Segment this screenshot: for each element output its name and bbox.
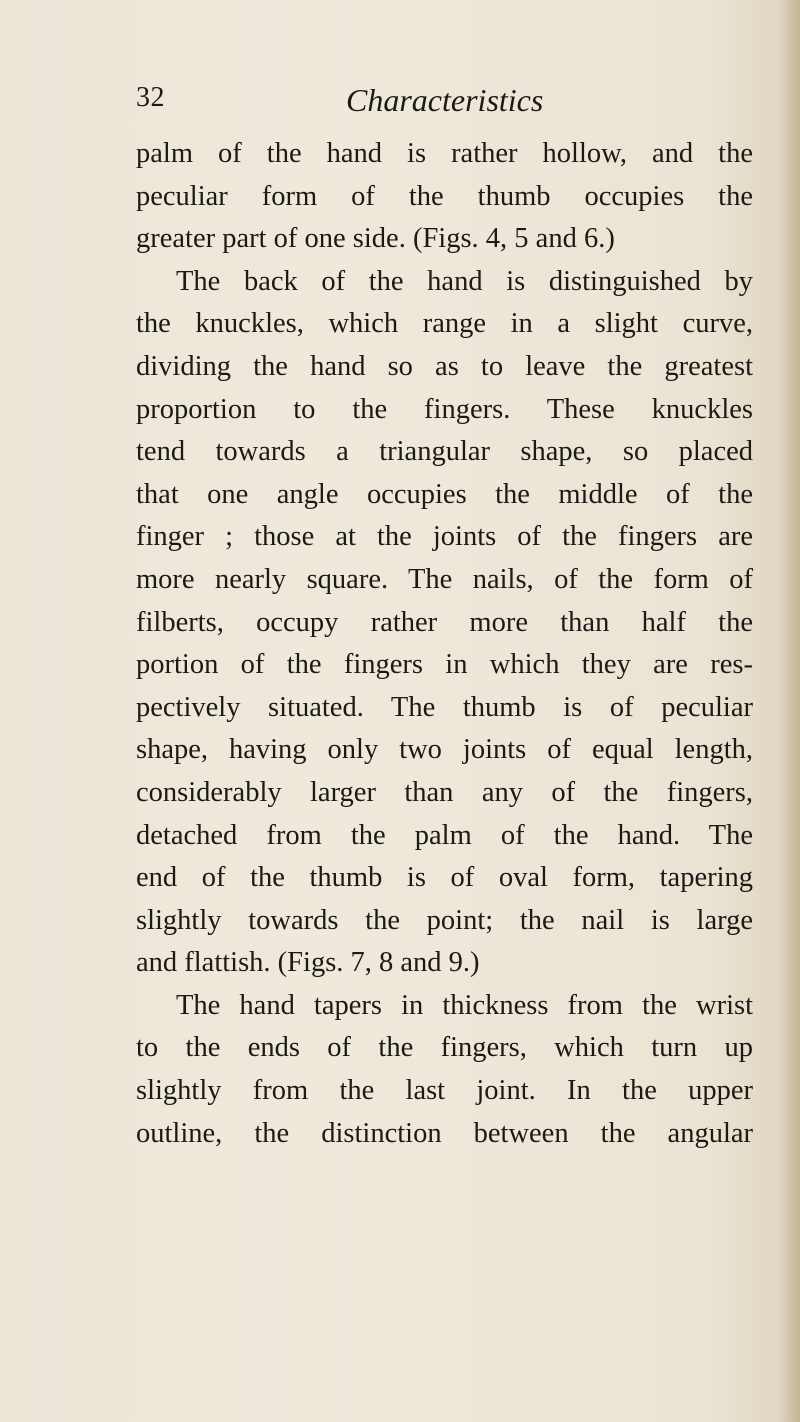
text-line: palm of the hand is rather hollow, and the — [136, 138, 753, 169]
text-line: to the ends of the fingers, which turn up — [136, 1032, 753, 1064]
text-line: The hand tapers in thickness from the wrist — [176, 989, 753, 1021]
text-line: the knuckles, which range in a slight curve, — [136, 308, 753, 340]
text-line: finger ; those at the joints of the fingers are — [136, 521, 753, 553]
text-line: detached from the palm of the hand. The — [136, 819, 753, 851]
text-line: portion of the fingers in which they are res- — [136, 649, 753, 681]
text-line: more nearly square. The nails, of the form of — [136, 563, 753, 595]
page-header — [136, 82, 736, 132]
text-line: considerably larger than any of the fingers, — [136, 776, 753, 808]
text-line: The back of the hand is distinguished by — [176, 265, 753, 297]
running-title: Characteristics — [346, 82, 544, 118]
text-line: slightly towards the point; the nail is large — [136, 904, 753, 936]
text-line: filberts, occupy rather more than half the — [136, 606, 753, 638]
text-line: and flattish. (Figs. 7, 8 and 9.) — [136, 947, 480, 979]
text-line: slightly from the last joint. In the upper — [136, 1075, 753, 1107]
body-text — [136, 133, 753, 1155]
text-line: tend towards a triangular shape, so placed — [136, 436, 753, 468]
text-line: pectively situated. The thumb is of peculiar — [136, 691, 753, 723]
text-line: shape, having only two joints of equal length, — [136, 734, 753, 766]
text-line: outline, the distinction between the angular — [136, 1117, 753, 1149]
text-line: that one angle occupies the middle of the — [136, 478, 753, 510]
text-line: proportion to the fingers. These knuckles — [136, 393, 753, 425]
text-line: end of the thumb is of oval form, tapering — [136, 862, 753, 894]
text-line: dividing the hand so as to leave the greatest — [136, 350, 753, 382]
page-edge-shadow — [782, 0, 800, 1422]
page-number: 32 — [136, 82, 165, 113]
text-line: greater part of one side. (Figs. 4, 5 and 6.) — [136, 223, 615, 255]
text-line: peculiar form of the thumb occupies the — [136, 180, 753, 212]
